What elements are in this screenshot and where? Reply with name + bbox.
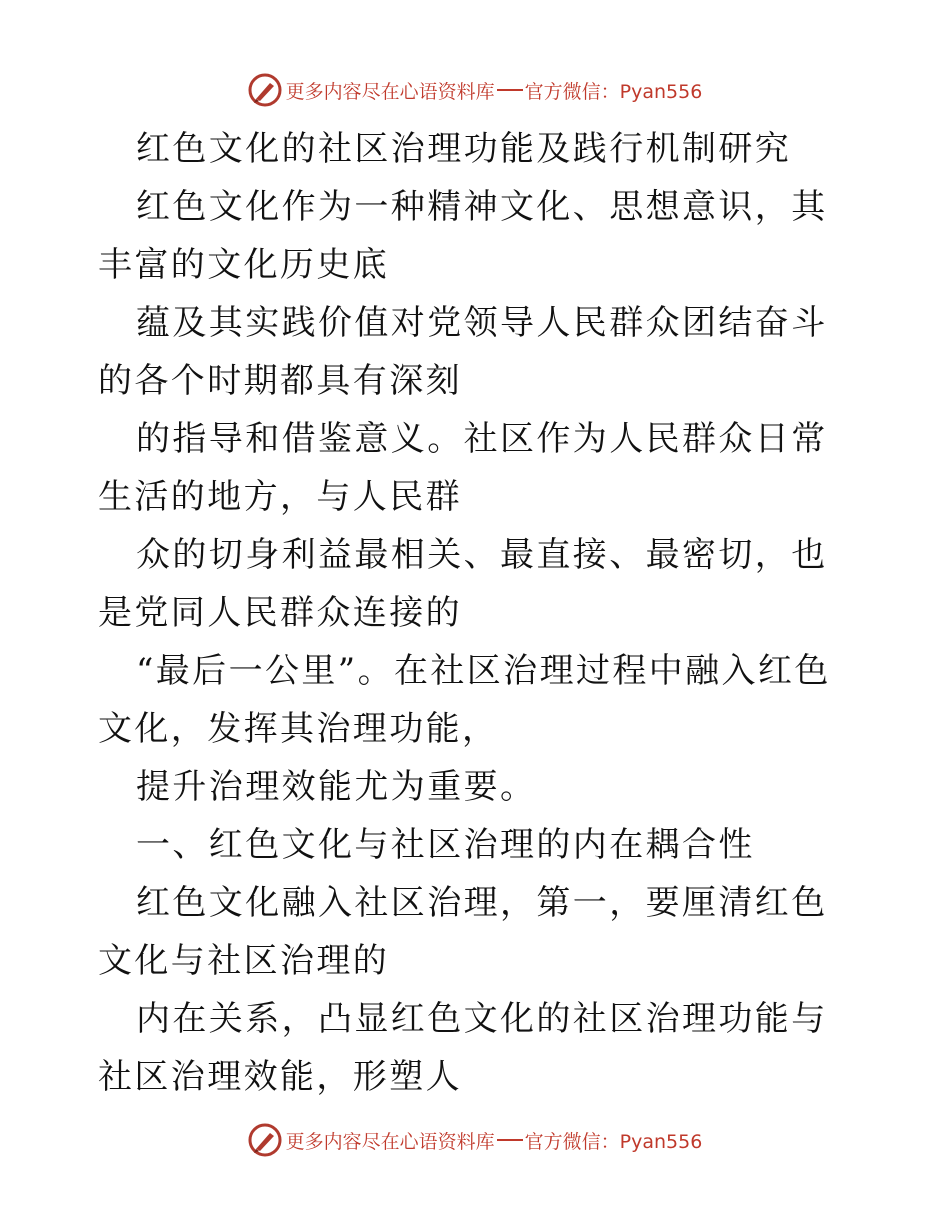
pen-logo-icon [248, 1123, 282, 1157]
paragraph: 众的切身利益最相关、最直接、最密切，也是党同人民群众连接的 [98, 535, 828, 633]
section-heading: 一、红色文化与社区治理的内在耦合性 [136, 825, 755, 865]
paragraph: 内在关系，凸显红色文化的社区治理功能与社区治理效能，形塑人 [98, 999, 828, 1097]
banner-text: 更多内容尽在心语资料库 [285, 80, 495, 103]
document-body [98, 120, 850, 1106]
paragraph: 的指导和借鉴意义。社区作为人民群众日常生活的地方，与人民群 [98, 419, 828, 517]
banner-dash [497, 1139, 523, 1141]
header-banner [0, 70, 950, 110]
paragraph: 蕴及其实践价值对党领导人民群众团结奋斗的各个时期都具有深刻 [98, 303, 828, 401]
paragraph: 红色文化融入社区治理，第一，要厘清红色文化与社区治理的 [98, 883, 828, 981]
footer-banner [0, 1120, 950, 1160]
banner-dash [497, 89, 523, 91]
document-title: 红色文化的社区治理功能及践行机制研究 [136, 129, 792, 169]
banner-text: 更多内容尽在心语资料库 [285, 1130, 495, 1153]
pen-logo-icon [248, 73, 282, 107]
banner-wechat: 官方微信：Pyan556 [524, 80, 703, 103]
paragraph: 红色文化作为一种精神文化、思想意识，其丰富的文化历史底 [98, 187, 828, 285]
paragraph: “最后一公里”。在社区治理过程中融入红色文化，发挥其治理功能， [98, 651, 831, 749]
banner-wechat: 官方微信：Pyan556 [524, 1130, 703, 1153]
paragraph: 提升治理效能尤为重要。 [136, 767, 537, 807]
